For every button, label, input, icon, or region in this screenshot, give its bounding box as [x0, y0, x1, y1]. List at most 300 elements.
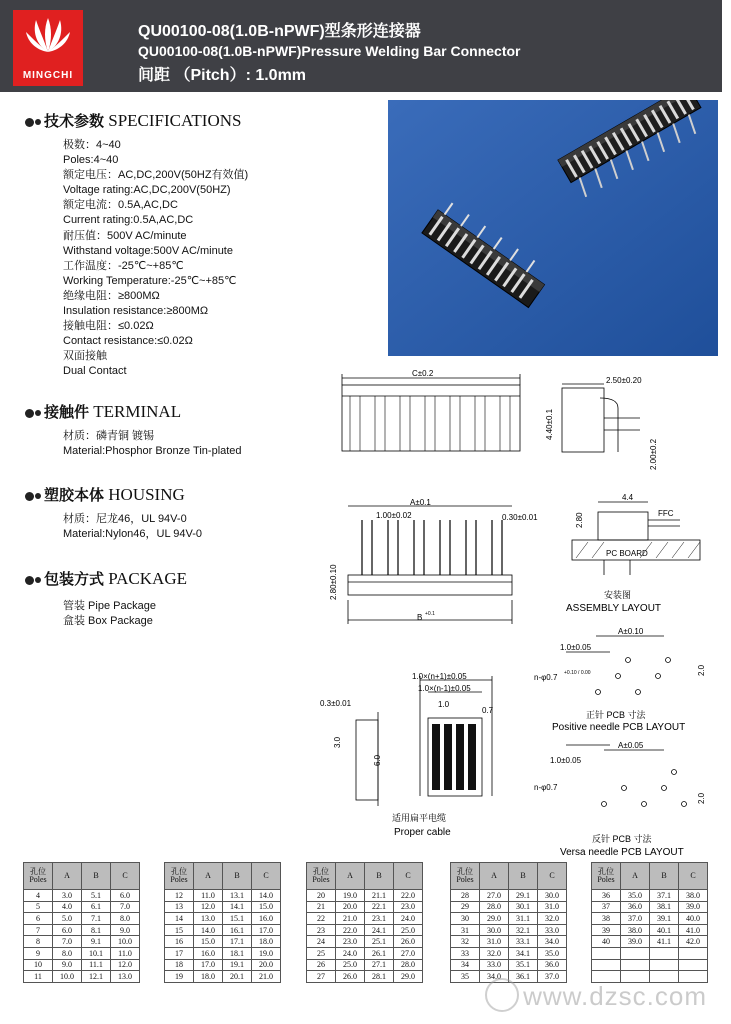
table-cell: 14.0 [252, 890, 281, 902]
table-cell: 38.0 [679, 890, 708, 902]
table-cell: 20.0 [336, 901, 365, 913]
table-cell: 13 [165, 901, 194, 913]
table-row [451, 901, 567, 913]
table-cell: 32.0 [538, 913, 567, 925]
table-cell: 39.0 [621, 936, 650, 948]
cable-d2: 1.0×(n-1)±0.05 [418, 684, 471, 693]
spec-line: Dual Contact [63, 365, 127, 378]
dim-b: B [417, 613, 423, 622]
terminal-list [63, 429, 242, 459]
table-cell: 35.0 [538, 947, 567, 959]
table-cell: 15.0 [194, 936, 223, 948]
product-photo [388, 100, 718, 356]
watermark-icon [485, 978, 519, 1012]
table-cell: 19 [165, 971, 194, 983]
table-cell: 18.0 [252, 936, 281, 948]
table-cell: 26.0 [336, 971, 365, 983]
table-row [451, 959, 567, 971]
table-cell: 21 [307, 901, 336, 913]
table-cell: 8.0 [111, 913, 140, 925]
bullet-icon [25, 118, 34, 127]
table-cell [592, 959, 621, 971]
table-cell: 32.1 [509, 924, 538, 936]
table-header-cell: A [53, 863, 82, 890]
housing-line: Material:Nylon46，UL 94V-0 [63, 528, 202, 541]
table-cell: 21.1 [365, 890, 394, 902]
dim-440: 4.40±0.1 [545, 408, 554, 440]
spec-line: Voltage rating:AC,DC,200V(50HZ) [63, 184, 231, 197]
table-cell: 7 [24, 924, 53, 936]
table-cell: 27.1 [365, 959, 394, 971]
table-cell: 38.0 [621, 924, 650, 936]
table-cell: 33 [451, 947, 480, 959]
dim-44: 4.4 [622, 493, 634, 502]
table-cell: 27.0 [394, 947, 423, 959]
table-cell [679, 947, 708, 959]
table-cell: 28 [451, 890, 480, 902]
table-cell: 12 [165, 890, 194, 902]
dimension-table-2 [164, 862, 281, 983]
table-cell: 16.0 [252, 913, 281, 925]
package-heading: 包装方式 PACKAGE [25, 568, 187, 589]
table-row [165, 959, 281, 971]
assembly-en: ASSEMBLY LAYOUT [566, 603, 662, 614]
table-row [451, 890, 567, 902]
table-cell: 28.1 [365, 971, 394, 983]
table-cell: 20.1 [223, 971, 252, 983]
table-cell: 22.0 [336, 924, 365, 936]
table-cell: 16 [165, 936, 194, 948]
table-cell: 10.0 [111, 936, 140, 948]
table-cell: 4.0 [53, 901, 82, 913]
col-poles: 孔位 Poles [451, 863, 480, 890]
table-row [451, 936, 567, 948]
pitch-title: 间距 （Pitch）: 1.0mm [138, 67, 307, 84]
cable-d3: 1.0 [438, 700, 450, 709]
table-cell: 24.1 [365, 924, 394, 936]
housing-line: 材质：尼龙46，UL 94V-0 [63, 513, 187, 525]
table-row [24, 913, 140, 925]
table-cell: 7.0 [53, 936, 82, 948]
table-row [24, 901, 140, 913]
table-cell: 41.0 [679, 924, 708, 936]
terminal-heading: 接触件 TERMINAL [25, 401, 181, 422]
table-header-cell: A [480, 863, 509, 890]
table-cell: 34.1 [509, 947, 538, 959]
table-cell: 3.0 [53, 890, 82, 902]
table-cell: 32 [451, 936, 480, 948]
table-cell: 28.0 [394, 959, 423, 971]
table-cell: 29.1 [509, 890, 538, 902]
table-header-cell: C [111, 863, 140, 890]
spec-line: Poles:4~40 [63, 154, 119, 167]
table-cell: 22.1 [365, 901, 394, 913]
bullet-icon [25, 409, 34, 418]
table-row [165, 913, 281, 925]
title-en: QU00100-08(1.0B-nPWF)Pressure Welding Bar Connector [138, 43, 521, 59]
housing-heading: 塑胶本体 HOUSING [25, 484, 185, 505]
table-cell: 6 [24, 913, 53, 925]
housing-list [63, 512, 202, 542]
table-cell: 8.0 [53, 947, 82, 959]
dim-280: 2.80±0.10 [329, 564, 338, 600]
terminal-line: 材质：磷青铜 镀锡 [63, 430, 155, 442]
table-cell: 18.1 [223, 947, 252, 959]
table-cell: 14.0 [194, 924, 223, 936]
pos-en: Positive needle PCB LAYOUT [552, 722, 686, 733]
table-row [307, 901, 423, 913]
specifications-list [63, 138, 248, 380]
table-cell: 31 [451, 924, 480, 936]
table-cell: 12.1 [82, 971, 111, 983]
table-cell: 32.0 [480, 947, 509, 959]
cable-stripes [432, 724, 476, 790]
table-cell: 28.0 [480, 901, 509, 913]
table-row [592, 947, 708, 959]
bullet-icon [35, 577, 41, 583]
table-cell: 19.0 [252, 947, 281, 959]
table-cell: 19.0 [336, 890, 365, 902]
table-cell: 30.1 [509, 901, 538, 913]
table-cell [679, 959, 708, 971]
table-cell: 29 [451, 901, 480, 913]
table-row [451, 947, 567, 959]
table-header-cell: B [365, 863, 394, 890]
table-cell [621, 959, 650, 971]
table-row [592, 890, 708, 902]
table-cell: 31.0 [538, 901, 567, 913]
table-cell: 27 [307, 971, 336, 983]
rev-cn: 反针 PCB 寸法 [592, 834, 652, 844]
table-cell: 25.1 [365, 936, 394, 948]
spec-line: Contact resistance:≤0.02Ω [63, 335, 193, 348]
pos-tol: +0.10 / 0.00 [564, 670, 591, 676]
table-row [592, 924, 708, 936]
table-cell: 24.0 [336, 947, 365, 959]
table-cell: 37.1 [650, 890, 679, 902]
col-poles: 孔位 Poles [165, 863, 194, 890]
col-poles: 孔位 Poles [24, 863, 53, 890]
table-cell: 31.0 [480, 936, 509, 948]
table-cell: 40.1 [650, 924, 679, 936]
spec-line: 绝缘电阻：≥800MΩ [63, 289, 160, 302]
table-cell: 30 [451, 913, 480, 925]
pc-board-label: PC BOARD [606, 549, 648, 558]
cable-en: Proper cable [394, 827, 451, 838]
bullet-icon [35, 410, 41, 416]
specifications-heading: 技术参数 SPECIFICATIONS [25, 110, 241, 131]
rev-hole: n-φ0.7 [534, 783, 558, 792]
col-poles: 孔位 Poles [592, 863, 621, 890]
dimension-table-1 [23, 862, 140, 983]
table-row [165, 971, 281, 983]
cable-d1: 1.0×(n+1)±0.05 [412, 672, 467, 681]
table-cell: 21.0 [336, 913, 365, 925]
table-cell: 29.0 [480, 913, 509, 925]
spec-line: 工作温度：-25℃~+85℃ [63, 259, 184, 272]
table-cell: 13.0 [194, 913, 223, 925]
table-cell: 31.1 [509, 913, 538, 925]
table-row [165, 901, 281, 913]
dim-c: C±0.2 [412, 369, 434, 378]
table-cell: 35 [451, 971, 480, 983]
table-cell: 40 [592, 936, 621, 948]
table-cell: 5 [24, 901, 53, 913]
table-header-cell: B [650, 863, 679, 890]
spec-line: 接触电阻：≤0.02Ω [63, 320, 154, 333]
table-cell: 16.1 [223, 924, 252, 936]
table-cell: 17 [165, 947, 194, 959]
table-header-cell: A [621, 863, 650, 890]
table-header-cell: C [252, 863, 281, 890]
table-cell: 37.0 [538, 971, 567, 983]
table-row [165, 936, 281, 948]
table-cell: 33.0 [538, 924, 567, 936]
table-row [24, 936, 140, 948]
table-cell: 5.0 [53, 913, 82, 925]
table-header-cell: B [82, 863, 111, 890]
table-cell: 5.1 [82, 890, 111, 902]
dimension-table-4 [450, 862, 567, 983]
table-cell: 38 [592, 913, 621, 925]
rev-20: 2.0 [697, 792, 706, 804]
table-cell: 25.0 [336, 959, 365, 971]
lotus-logo-icon [24, 16, 72, 56]
pos-20: 2.0 [697, 664, 706, 676]
table-row [165, 947, 281, 959]
table-row [592, 959, 708, 971]
table-cell: 37 [592, 901, 621, 913]
rev-en: Versa needle PCB LAYOUT [560, 847, 684, 858]
table-cell: 15 [165, 924, 194, 936]
cable-cn: 适用扁平电缆 [392, 813, 447, 823]
table-cell: 40.0 [679, 913, 708, 925]
table-cell [592, 947, 621, 959]
table-cell: 36.0 [621, 901, 650, 913]
table-cell: 24.0 [394, 913, 423, 925]
table-cell: 36 [592, 890, 621, 902]
table-cell: 36.0 [538, 959, 567, 971]
table-cell: 20.0 [252, 959, 281, 971]
table-cell: 26 [307, 959, 336, 971]
spec-line: Current rating:0.5A,AC,DC [63, 214, 194, 227]
pos-cn: 正针 PCB 寸法 [586, 710, 646, 720]
table-cell: 12.0 [111, 959, 140, 971]
table-cell: 26.1 [365, 947, 394, 959]
dim-b-tol: +0.1 [425, 611, 435, 617]
dim-200: 2.00±0.2 [649, 438, 658, 470]
table-cell: 18 [165, 959, 194, 971]
table-cell: 16.0 [194, 947, 223, 959]
table-cell: 9 [24, 947, 53, 959]
table-cell [650, 947, 679, 959]
table-row [24, 947, 140, 959]
spec-line: Working Temperature:-25℃~+85℃ [63, 274, 237, 287]
table-header-cell: B [223, 863, 252, 890]
table-row [307, 971, 423, 983]
table-row [451, 913, 567, 925]
table-cell: 9.0 [53, 959, 82, 971]
pos-hole: n-φ0.7 [534, 673, 558, 682]
table-row [592, 901, 708, 913]
dimension-table-5 [591, 862, 708, 983]
table-cell: 39.0 [679, 901, 708, 913]
table-row [307, 959, 423, 971]
table-cell: 39 [592, 924, 621, 936]
table-cell: 7.0 [111, 901, 140, 913]
spec-line: Insulation resistance:≥800MΩ [63, 305, 209, 318]
col-poles: 孔位 Poles [307, 863, 336, 890]
bullet-icon [35, 119, 41, 125]
connector-photo-graphic [388, 100, 718, 356]
package-list [63, 599, 156, 629]
table-cell: 9.1 [82, 936, 111, 948]
table-cell [621, 947, 650, 959]
table-header-cell: A [194, 863, 223, 890]
table-cell: 13.1 [223, 890, 252, 902]
table-row [307, 913, 423, 925]
table-cell: 18.0 [194, 971, 223, 983]
table-header-cell: C [394, 863, 423, 890]
table-cell: 20 [307, 890, 336, 902]
table-row [307, 947, 423, 959]
table-cell: 10 [24, 959, 53, 971]
table-cell: 35.1 [509, 959, 538, 971]
bullet-icon [35, 493, 41, 499]
table-cell: 34.0 [538, 936, 567, 948]
table-cell: 22.0 [394, 890, 423, 902]
spec-line: 额定电压：AC,DC,200V(50HZ有效值) [63, 169, 249, 182]
table-cell: 30.0 [480, 924, 509, 936]
brand-name: MINGCHI [22, 70, 74, 81]
dimension-table-3 [306, 862, 423, 983]
thickness: 0.3±0.01 [320, 699, 352, 708]
table-cell [650, 959, 679, 971]
table-cell: 27.0 [480, 890, 509, 902]
table-cell: 33.0 [480, 959, 509, 971]
brand-logo [13, 10, 83, 86]
table-cell: 35.0 [621, 890, 650, 902]
table-cell: 4 [24, 890, 53, 902]
table-cell: 6.0 [111, 890, 140, 902]
bullet-icon [25, 492, 34, 501]
table-cell: 22 [307, 913, 336, 925]
table-cell: 34 [451, 959, 480, 971]
table-cell: 36.1 [509, 971, 538, 983]
table-cell: 19.1 [223, 959, 252, 971]
table-cell: 23.0 [394, 901, 423, 913]
package-line: 盒装 Box Package [63, 615, 153, 628]
table-row [24, 959, 140, 971]
table-cell: 15.0 [252, 901, 281, 913]
table-cell: 9.0 [111, 924, 140, 936]
table-cell: 6.0 [53, 924, 82, 936]
title-cn: QU00100-08(1.0B-nPWF)型条形连接器 [138, 23, 421, 40]
spec-line: 双面接触 [63, 350, 107, 363]
table-cell: 23 [307, 924, 336, 936]
table-cell: 39.1 [650, 913, 679, 925]
table-header-cell: B [509, 863, 538, 890]
table-cell: 17.1 [223, 936, 252, 948]
table-cell: 10.0 [53, 971, 82, 983]
table-cell: 8 [24, 936, 53, 948]
table-cell: 11.1 [82, 959, 111, 971]
table-row [307, 924, 423, 936]
table-cell: 24 [307, 936, 336, 948]
table-cell: 17.0 [194, 959, 223, 971]
spec-line: 极数：4~40 [63, 139, 121, 151]
table-cell: 14.1 [223, 901, 252, 913]
table-cell: 34.0 [480, 971, 509, 983]
table-cell: 13.0 [111, 971, 140, 983]
cable-d4: 0.7 [482, 706, 494, 715]
table-header-cell: C [538, 863, 567, 890]
table-cell: 30.0 [538, 890, 567, 902]
table-cell: 26.0 [394, 936, 423, 948]
table-row [451, 924, 567, 936]
table-header-cell: A [336, 863, 365, 890]
package-line: 管装 Pipe Package [63, 600, 156, 612]
table-cell: 25 [307, 947, 336, 959]
dim-250: 2.50±0.20 [606, 376, 642, 385]
dim-28: 2.80 [575, 512, 584, 528]
table-cell: 23.1 [365, 913, 394, 925]
table-cell: 41.1 [650, 936, 679, 948]
table-row [165, 890, 281, 902]
table-cell: 42.0 [679, 936, 708, 948]
assembly-cn: 安装图 [604, 590, 632, 600]
table-cell: 29.0 [394, 971, 423, 983]
rev-a: A±0.05 [618, 741, 644, 750]
pos-a: A±0.10 [618, 627, 644, 636]
bullet-icon [25, 576, 34, 585]
table-row [307, 890, 423, 902]
table-cell: 10.1 [82, 947, 111, 959]
dim-pitch: 1.00±0.02 [376, 511, 412, 520]
table-row [165, 924, 281, 936]
table-cell: 14 [165, 913, 194, 925]
table-row [24, 924, 140, 936]
table-cell: 11.0 [111, 947, 140, 959]
table-cell: 37.0 [621, 913, 650, 925]
table-cell: 6.1 [82, 901, 111, 913]
rev-10: 1.0±0.05 [550, 756, 582, 765]
height-60: 6.0 [373, 754, 382, 766]
table-row [592, 913, 708, 925]
table-cell: 15.1 [223, 913, 252, 925]
table-row [307, 936, 423, 948]
technical-drawing [318, 362, 730, 862]
ffc-label: FFC [658, 509, 674, 518]
dim-030: 0.30±0.01 [502, 513, 538, 522]
height-30: 3.0 [333, 736, 342, 748]
table-cell: 33.1 [509, 936, 538, 948]
table-header-cell: C [679, 863, 708, 890]
table-row [24, 971, 140, 983]
table-cell: 23.0 [336, 936, 365, 948]
table-cell: 11.0 [194, 890, 223, 902]
spec-line: Withstand voltage:500V AC/minute [63, 244, 233, 257]
watermark: www.dzsc.com [523, 981, 707, 1011]
table-cell: 12.0 [194, 901, 223, 913]
table-cell: 38.1 [650, 901, 679, 913]
terminal-line: Material:Phosphor Bronze Tin-plated [63, 445, 242, 458]
table-cell: 8.1 [82, 924, 111, 936]
table-cell: 11 [24, 971, 53, 983]
table-cell: 21.0 [252, 971, 281, 983]
spec-line: 耐压值：500V AC/minute [63, 229, 187, 242]
table-row [592, 936, 708, 948]
